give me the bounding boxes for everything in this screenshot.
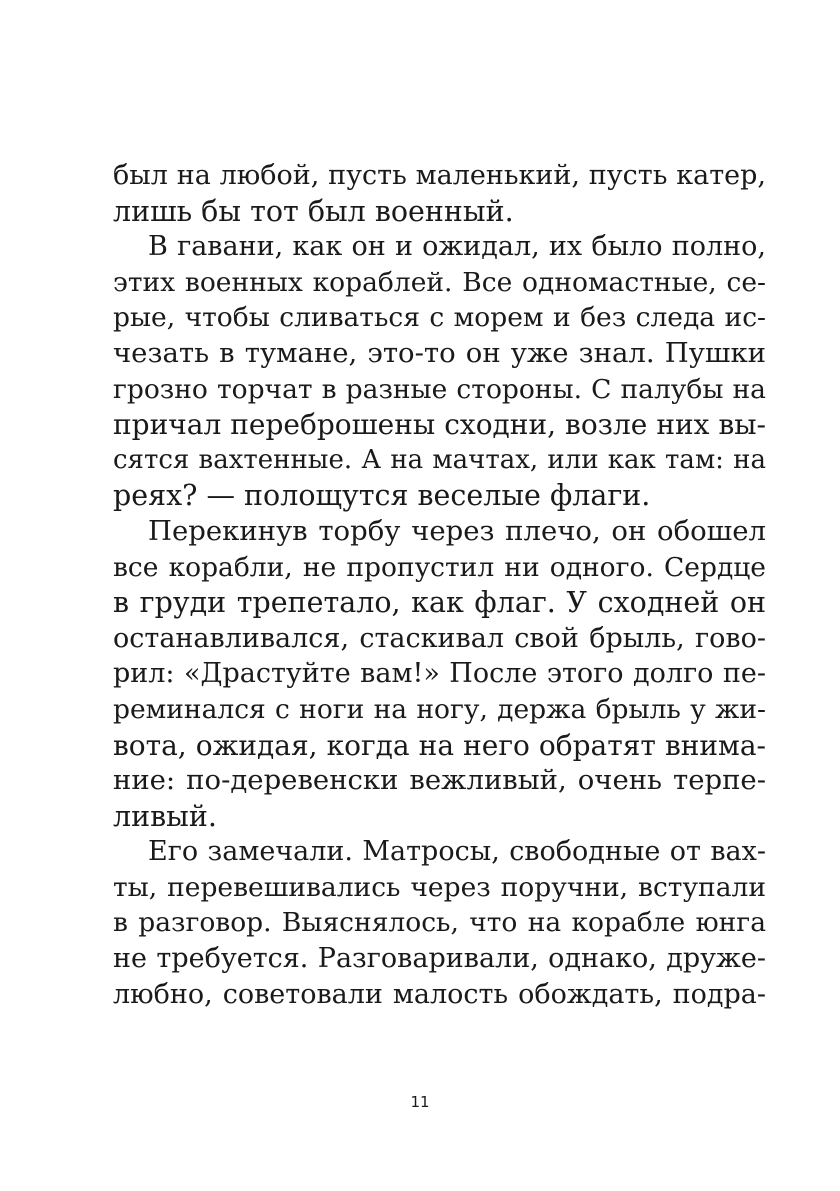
text-line: грозно торчат в разные стороны. С палубы на	[113, 373, 766, 405]
text-line: реях? — полощутся веселые флаги.	[113, 479, 651, 513]
text-line: рил: «Драстуйте вам!» После этого долго пе-	[113, 658, 766, 690]
body-text	[113, 158, 766, 1012]
page-number: 11	[410, 1093, 430, 1111]
paragraph-4	[113, 834, 766, 1012]
text-line: сятся вахтенные. А на мачтах, или как там: на	[113, 444, 766, 475]
text-line: Его замечали. Матросы, свободные от вах-	[148, 836, 766, 868]
text-line: в разговор. Выяснялось, что на корабле юнга	[113, 907, 766, 939]
text-line: ливый.	[113, 799, 217, 833]
text-line: этих военных кораблей. Все одномастные, се-	[113, 266, 766, 298]
text-line: В гавани, как он и ожидал, их было полно,	[148, 231, 766, 263]
text-line: ние: по-деревенски вежливый, очень терпе-	[113, 764, 766, 797]
text-line: вота, ожидая, когда на него обратят внима-	[113, 728, 766, 762]
text-line: ты, перевешивались через поручни, вступали	[113, 871, 766, 903]
text-line: останавливался, стаскивал свой брыль, гово-	[113, 622, 766, 654]
paragraph-3	[113, 514, 766, 834]
text-line: Перекинув торбу через плечо, он обошел	[148, 514, 766, 547]
text-line: рые, чтобы сливаться с морем и без следа ис-	[113, 302, 766, 334]
text-line: в груди трепетало, как флаг. У сходней он	[113, 586, 766, 620]
text-line: причал переброшены сходни, возле них вы-	[113, 408, 766, 442]
text-line: лишь бы тот был военный.	[113, 194, 514, 228]
text-line: был на любой, пусть маленький, пусть катер,	[113, 160, 766, 191]
text-line: все корабли, не пропустил ни одного. Сердце	[113, 551, 766, 583]
paragraph-2	[113, 229, 766, 514]
text-line: реминался с ноги на ногу, держа брыль у жи-	[113, 693, 766, 725]
text-line: чезать в тумане, это-то он уже знал. Пушки	[113, 336, 766, 369]
paragraph-1	[113, 158, 766, 229]
text-line: не требуется. Разговаривали, однако, друже-	[113, 943, 766, 975]
text-line: любно, советовали малость обождать, подра-	[113, 978, 766, 1010]
